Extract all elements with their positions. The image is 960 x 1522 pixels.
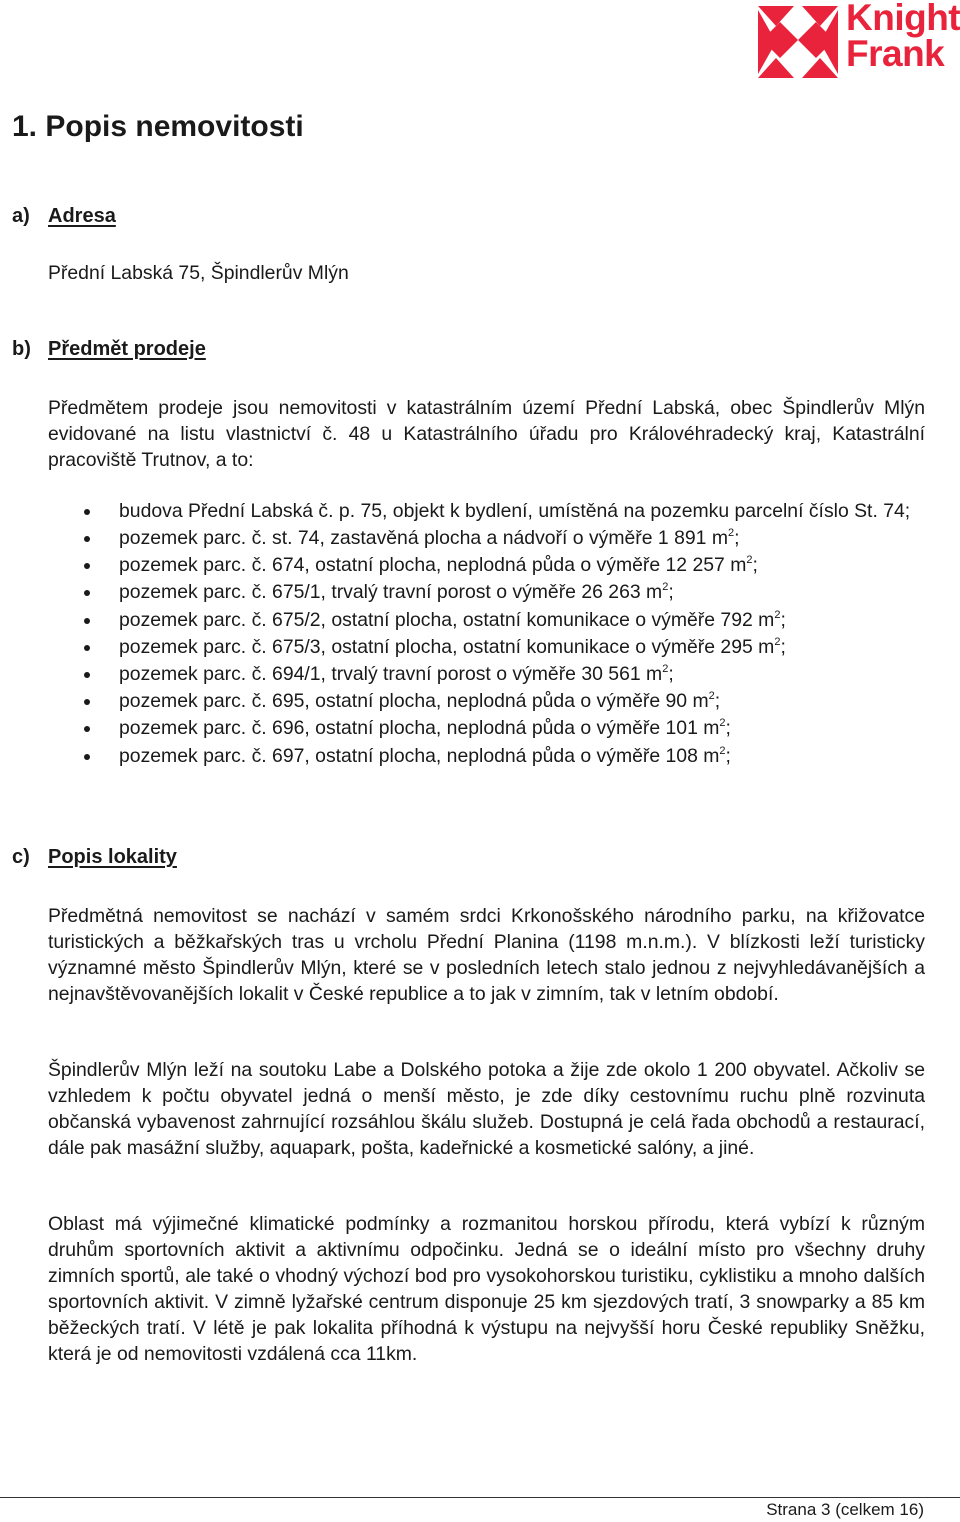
list-item-sup: 2	[774, 608, 781, 621]
list-item	[0, 525, 925, 552]
list-item-sup: 2	[746, 554, 753, 567]
list-item-tail: ;	[668, 663, 674, 686]
list-item-text: pozemek parc. č. 696, ostatní plocha, neplodná půda o výměře 101 m	[119, 717, 720, 740]
logo-line-2: Frank	[846, 33, 945, 74]
logo-line-1: Knight	[846, 0, 960, 38]
list-item	[0, 498, 925, 524]
section-a-letter: a)	[12, 205, 30, 227]
list-item-tail: ;	[668, 581, 674, 604]
list-item-text: pozemek parc. č. 675/2, ostatní plocha, ostatní komunikace o výměře 792 m	[119, 608, 775, 631]
page-heading: 1. Popis nemovitosti	[12, 110, 304, 143]
list-item-tail: ;	[780, 608, 786, 631]
section-c-letter: c)	[12, 846, 30, 868]
list-item-text: budova Přední Labská č. p. 75, objekt k bydlení, umístěná na pozemku parcelní číslo St. 74;	[119, 500, 911, 522]
list-item	[0, 715, 925, 742]
section-c-heading	[12, 846, 177, 869]
list-item	[0, 688, 925, 715]
logo-mark-icon	[754, 0, 846, 84]
list-item-sup: 2	[662, 663, 669, 676]
locality-paragraph-3: Oblast má výjimečné klimatické podmínky a rozmanitou horskou přírodu, která vybízí k různým druhům sportovních aktivit a aktivnímu odpočinku. Jedná se o ideální místo pro všechny druhy zimních sportů, ale také o vhodný výchozí bod pro vysokohorskou turistiku, cyklistiku a mnoho dalších sportovních aktivit. V zimně lyžařské centrum disponuje 25 km sjezdových tratí, 3 snowparky a 85 km běžeckých tratí. V létě je pak lokalita příhodná k výstupu na nejvyšší horu České republiky Sněžku, která je od nemovitosti vzdálená cca 11km.	[48, 1213, 925, 1365]
list-item	[0, 607, 925, 634]
section-b-letter: b)	[12, 338, 31, 360]
list-item-sup: 2	[727, 527, 735, 539]
section-b-heading	[12, 338, 206, 361]
list-item-sup: 2	[708, 690, 715, 703]
address-text: Přední Labská 75, Špindlerův Mlýn	[48, 262, 349, 284]
list-item-tail: ;	[752, 554, 758, 577]
list-item-sup: 2	[662, 581, 669, 594]
knight-frank-logo	[754, 0, 960, 84]
page-number: Strana 3 (celkem 16)	[766, 1500, 924, 1519]
footer-divider	[0, 1497, 960, 1498]
list-item-text: pozemek parc. č. 694/1, trvalý travní porost o výměře 30 561 m	[119, 663, 663, 686]
list-item	[0, 661, 925, 688]
locality-paragraph-2: Špindlerův Mlýn leží na soutoku Labe a Dolského potoka a žije zde okolo 1 200 obyvatel. Ačkoliv se vzhledem k počtu obyvatel jedná o menší město, je zde díky cestovnímu ruchu plně rozvinuta občanská vybavenost zahrnující rozsáhlou škálu služeb. Dostupná je celá řada obchodů a restaurací, dále pak masážní služby, aquapark, pošta, kadeřnické a kosmetické salóny, a jiné.	[48, 1059, 925, 1159]
list-item	[0, 634, 925, 661]
list-item-tail: ;	[734, 527, 740, 549]
list-item-text: pozemek parc. č. st. 74, zastavěná plocha a nádvoří o výměře 1 891 m	[119, 527, 728, 549]
section-b-title: Předmět prodeje	[48, 338, 206, 360]
list-item-text: pozemek parc. č. 695, ostatní plocha, neplodná půda o výměře 90 m	[119, 690, 709, 713]
list-item-tail: ;	[780, 635, 786, 658]
list-item-tail: ;	[725, 717, 731, 740]
locality-paragraph-1: Předmětná nemovitost se nachází v samém srdci Krkonošského národního parku, na křižovatce turistických a běžkařských tras u vrcholu Přední Planina (1198 m.n.m.). V blízkosti leží turisticky významné město Špindlerův Mlýn, které se v posledních letech stalo jednou z nejvyhledávanějších a nejnavštěvovanějších lokalit v České republice a to jak v zimním, tak v letním období.	[48, 905, 925, 1005]
list-item	[0, 552, 925, 579]
list-item	[0, 743, 925, 770]
list-item-sup: 2	[774, 635, 781, 648]
list-item-text: pozemek parc. č. 675/1, trvalý travní porost o výměře 26 263 m	[119, 581, 663, 604]
section-a-heading	[12, 205, 116, 228]
list-item-sup: 2	[719, 717, 726, 730]
list-item-sup: 2	[719, 744, 726, 757]
logo-wordmark	[846, 0, 960, 72]
list-item-text: pozemek parc. č. 697, ostatní plocha, neplodná půda o výměře 108 m	[119, 744, 720, 767]
list-item-tail: ;	[714, 690, 721, 713]
property-list	[0, 498, 930, 770]
section-a-title: Adresa	[48, 205, 116, 227]
list-item-tail: ;	[725, 744, 731, 767]
list-item-text: pozemek parc. č. 675/3, ostatní plocha, ostatní komunikace o výměře 295 m	[119, 635, 775, 658]
list-item-text: pozemek parc. č. 674, ostatní plocha, neplodná půda o výměře 12 257 m	[119, 554, 747, 577]
list-item	[0, 579, 925, 606]
section-b-intro: Předmětem prodeje jsou nemovitosti v katastrálním území Přední Labská, obec Špindlerův Mlýn evidované na listu vlastnictví č. 48 u Katastrálního úřadu pro Královéhradecký kraj, Katastrální pracoviště Trutnov, a to:	[48, 397, 925, 471]
section-c-title: Popis lokality	[48, 846, 177, 868]
